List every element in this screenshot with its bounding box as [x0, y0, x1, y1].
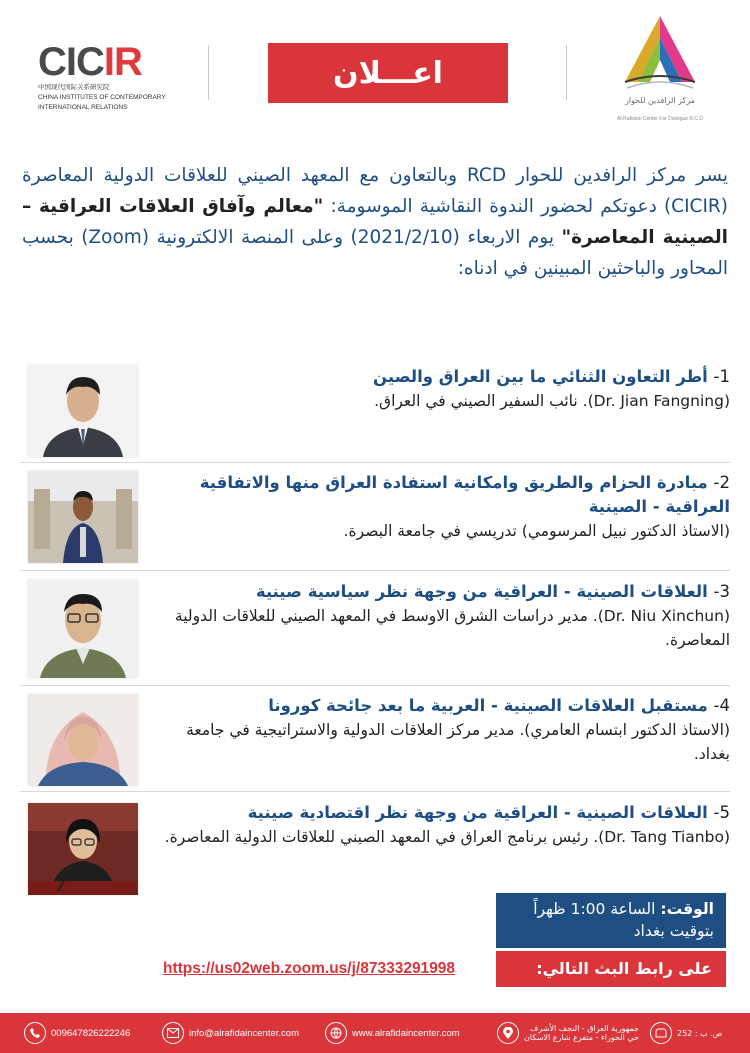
speaker-topic: 4- مستقبل العلاقات الصينية - العربية ما بعد جائحة كورونا	[268, 696, 730, 715]
footer	[0, 1013, 750, 1053]
speaker-photo	[28, 580, 138, 678]
speaker-divider	[20, 685, 730, 686]
speaker-item	[20, 365, 730, 460]
intro-paragraph	[22, 160, 728, 284]
announcement-banner: اعـــلان	[268, 43, 508, 103]
speaker-name: (Dr. Niu Xinchun). مدير دراسات الشرق الاوسط في المعهد الصيني للعلاقات الدولية المعاصرة.	[174, 607, 730, 649]
footer-website[interactable]	[325, 1021, 460, 1045]
intro-line-2: يوم الاربعاء (2021/2/10) وعلى المنصة الالكترونية (Zoom) بحسب المحاور والباحثين المبينين في ادناه:	[22, 227, 728, 279]
intro-line-1: يسر مركز الرافدين للحوار RCD وبالتعاون مع المعهد الصيني للعلاقات الدولية المعاصرة (CICIR) دعوتكم لحضور الندوة النقاشية الموسومة:	[22, 165, 728, 217]
cicir-subtitle-en-1: CHINA INSTITUTES OF CONTEMPORARY	[38, 94, 166, 101]
rcd-logo-icon	[605, 12, 715, 124]
cicir-logo-text: CICIR	[38, 40, 142, 84]
speaker-divider	[20, 462, 730, 463]
speaker-text	[155, 365, 730, 413]
speaker-photo	[28, 471, 138, 563]
time-box	[496, 893, 726, 948]
speaker-photo	[28, 803, 138, 895]
header-divider-left	[208, 45, 209, 100]
header-divider-right	[566, 45, 567, 100]
footer-email-text: info@alrafidaincenter.com	[189, 1027, 299, 1039]
cicir-logo	[38, 40, 188, 111]
speaker-text	[155, 801, 730, 849]
cicir-subtitle-cn: 中国现代国际关系研究院	[38, 84, 110, 91]
speaker-item	[20, 580, 730, 680]
globe-icon	[325, 1022, 347, 1044]
footer-pobox	[650, 1021, 722, 1045]
speaker-text	[155, 694, 730, 766]
speaker-topic: 2- مبادرة الحزام والطريق وامكانية استفادة العراق منها والاتفاقية العراقية - الصينية	[199, 473, 730, 516]
speaker-item	[20, 801, 730, 896]
speaker-photo	[28, 694, 138, 786]
speaker-name: (الاستاذ الدكتور نبيل المرسومي) تدريسي في جامعة البصرة.	[343, 522, 730, 540]
seminar-title: "معالم وآفاق العلاقات العراقية – الصينية المعاصرة"	[22, 196, 728, 248]
mailbox-icon	[650, 1022, 672, 1044]
speaker-text	[155, 580, 730, 652]
zoom-link[interactable]: https://us02web.zoom.us/j/87333291998	[163, 960, 456, 977]
time-zone: بتوقيت بغداد	[633, 922, 714, 940]
email-icon	[162, 1022, 184, 1044]
speaker-topic: 5- العلاقات الصينية - العراقية من وجهة نظر اقتصادية صينية	[247, 803, 730, 822]
broadcast-label: على رابط البث التالي:	[496, 951, 726, 987]
time-label: الوقت:	[660, 900, 714, 918]
speaker-text	[155, 471, 730, 543]
rcd-name-ar: مركز الرافدين للحوار	[624, 96, 696, 105]
footer-email[interactable]	[162, 1021, 299, 1045]
speaker-photo	[28, 365, 138, 457]
footer-address-text: جمهورية العراق - النجف الأشرف حي الحوراء - متفرع شارع الاسكان	[524, 1024, 639, 1042]
speaker-divider	[20, 791, 730, 792]
footer-address	[497, 1021, 639, 1045]
footer-phone[interactable]	[24, 1021, 130, 1045]
rcd-name-en: Al-Rafidain Center For Dialogue R.C.D	[617, 116, 703, 122]
location-pin-icon	[497, 1022, 519, 1044]
speaker-divider	[20, 570, 730, 571]
footer-website-text: www.alrafidaincenter.com	[352, 1027, 460, 1039]
speaker-item	[20, 471, 730, 566]
cicir-subtitle-en-2: INTERNATIONAL RELATIONS	[38, 104, 128, 111]
speaker-item	[20, 694, 730, 790]
time-value: الساعة 1:00 ظهراً	[533, 900, 661, 918]
speaker-name: (Dr. Tang Tianbo). رئيس برنامج العراق في المعهد الصيني للعلاقات الدولية المعاصرة.	[164, 828, 730, 846]
speaker-topic: 3- العلاقات الصينية - العراقية من وجهة نظر سياسية صينية	[255, 582, 730, 601]
footer-phone-text: 009647826222246	[51, 1027, 131, 1039]
time-line	[508, 898, 714, 920]
speaker-topic: 1- أطر التعاون الثنائي ما بين العراق والصين	[373, 367, 730, 386]
speaker-name: (Dr. Jian Fangning). نائب السفير الصيني في العراق.	[374, 392, 730, 410]
speaker-name: (الاستاذ الدكتور ابتسام العامري). مدير مركز العلاقات الدولية والاستراتيجية في جامعة بغداد.	[186, 721, 730, 763]
header	[0, 0, 750, 140]
phone-icon	[24, 1022, 46, 1044]
footer-pobox-text: ص. ب : 252	[677, 1028, 723, 1038]
